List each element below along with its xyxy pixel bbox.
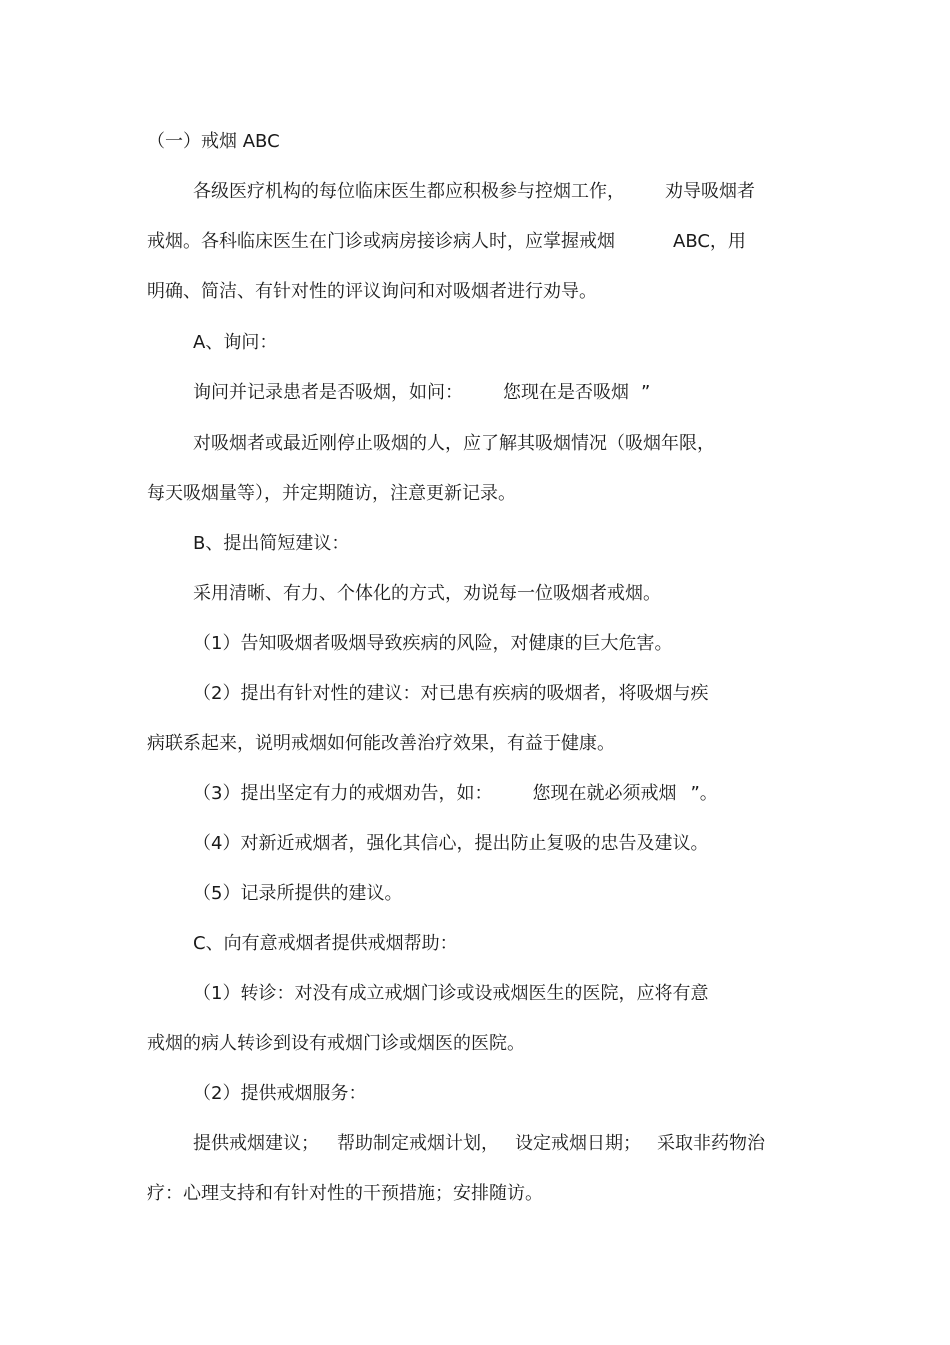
list-item: （2）提供戒烟服务：	[193, 1083, 367, 1104]
paragraph-line: 提供戒烟建议； 帮助制定戒烟计划， 设定戒烟日期； 采取非药物治	[193, 1133, 765, 1154]
list-item: （1）转诊：对没有成立戒烟门诊或设戒烟医生的医院，应将有意	[193, 983, 709, 1004]
list-item: （1）告知吸烟者吸烟导致疾病的风险，对健康的巨大危害。	[193, 633, 673, 654]
list-item-continuation: 戒烟的病人转诊到设有戒烟门诊或烟医的医院。	[147, 1033, 525, 1054]
paragraph-line: 疗：心理支持和有针对性的干预措施；安排随访。	[147, 1183, 543, 1204]
subsection-b-title: B、提出简短建议：	[193, 533, 350, 554]
paragraph-line: 询问并记录患者是否吸烟，如问： 您现在是否吸烟 ”	[193, 382, 651, 403]
paragraph-line: 戒烟。各科临床医生在门诊或病房接诊病人时，应掌握戒烟 ABC，用	[147, 231, 746, 252]
list-item: （2）提出有针对性的建议：对已患有疾病的吸烟者，将吸烟与疾	[193, 683, 709, 704]
subsection-a-title: A、询问：	[193, 332, 278, 353]
paragraph-line: 明确、简洁、有针对性的评议询问和对吸烟者进行劝导。	[147, 281, 597, 302]
section-heading: （一）戒烟 ABC	[147, 131, 280, 152]
list-item: （4）对新近戒烟者，强化其信心，提出防止复吸的忠告及建议。	[193, 833, 709, 854]
paragraph-line: 采用清晰、有力、个体化的方式，劝说每一位吸烟者戒烟。	[193, 583, 661, 604]
paragraph-line: 各级医疗机构的每位临床医生都应积极参与控烟工作， 劝导吸烟者	[193, 181, 755, 202]
list-item-continuation: 病联系起来，说明戒烟如何能改善治疗效果，有益于健康。	[147, 733, 615, 754]
list-item: （5）记录所提供的建议。	[193, 883, 403, 904]
list-item: （3）提出坚定有力的戒烟劝告，如： 您现在就必须戒烟 ”。	[193, 783, 718, 804]
paragraph-line: 每天吸烟量等），并定期随访，注意更新记录。	[147, 483, 516, 504]
subsection-c-title: C、向有意戒烟者提供戒烟帮助：	[193, 933, 458, 954]
paragraph-line: 对吸烟者或最近刚停止吸烟的人，应了解其吸烟情况（吸烟年限，	[193, 433, 715, 454]
